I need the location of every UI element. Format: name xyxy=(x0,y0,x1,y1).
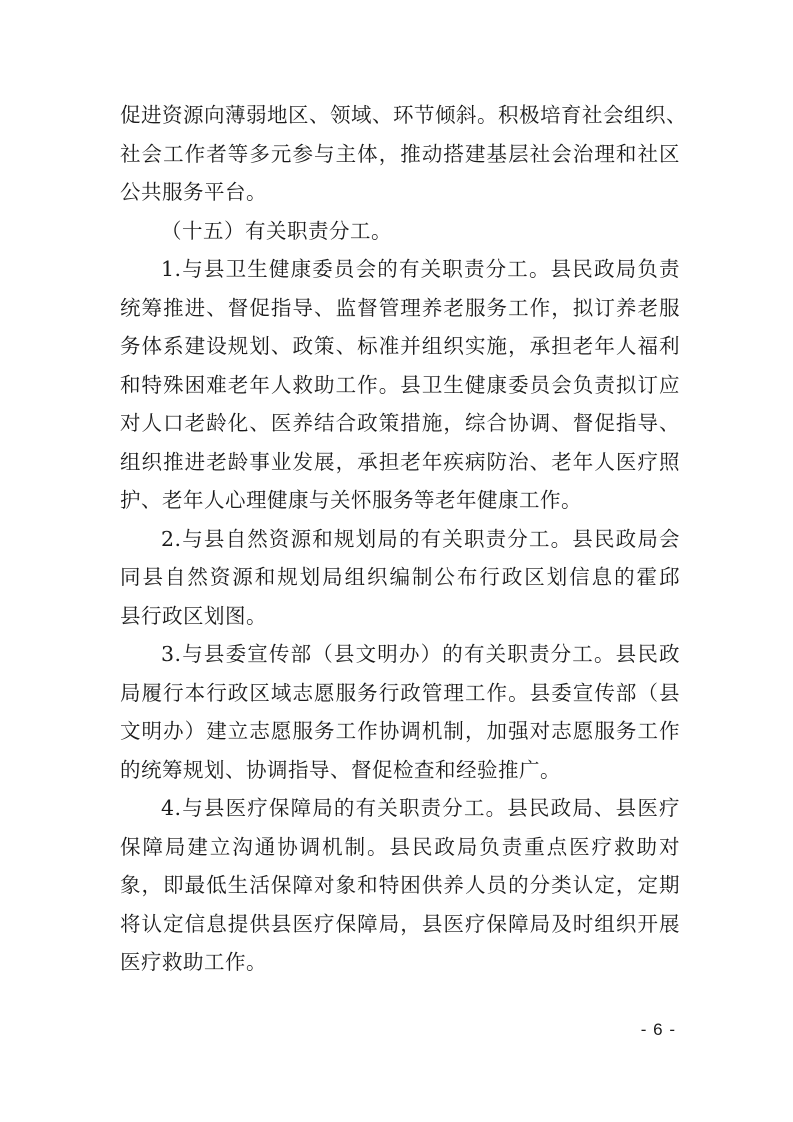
text-line: 县行政区划图。 xyxy=(120,603,267,628)
text-line: 局履行本行政区域志愿服务行政管理工作。县委宣传部（县 xyxy=(120,680,680,705)
text-line: 统筹推进、督促指导、监督管理养老服务工作，拟订养老服 xyxy=(120,295,680,320)
text-line: 务体系建设规划、政策、标准并组织实施，承担老年人福利 xyxy=(120,334,680,358)
paragraph-continuation xyxy=(120,96,687,212)
text-line: 和特殊困难老年人救助工作。县卫生健康委员会负责拟订应 xyxy=(120,372,680,397)
text-line: 护、老年人心理健康与关怀服务等老年健康工作。 xyxy=(120,488,582,512)
text-line: （十五）有关职责分工。 xyxy=(161,218,392,243)
section-heading xyxy=(120,212,680,251)
paragraph-item-4 xyxy=(120,789,680,982)
text-line: 3.与县委宣传部（县文明办）的有关职责分工。县民政 xyxy=(161,642,680,666)
text-line: 促进资源向薄弱地区、领域、环节倾斜。积极培育社会组织、 xyxy=(120,103,687,127)
text-line: 4.与县医疗保障局的有关职责分工。县民政局、县医疗 xyxy=(161,796,680,820)
text-line: 保障局建立沟通协调机制。县民政局负责重点医疗救助对 xyxy=(120,834,680,859)
text-line: 同县自然资源和规划局组织编制公布行政区划信息的霍邱 xyxy=(120,565,680,589)
text-line: 1.与县卫生健康委员会的有关职责分工。县民政局负责 xyxy=(161,257,680,281)
text-line: 2.与县自然资源和规划局的有关职责分工。县民政局会 xyxy=(161,526,680,551)
document-body xyxy=(120,96,687,982)
paragraph-item-1 xyxy=(120,250,680,520)
text-line: 的统筹规划、协调指导、督促检查和经验推广。 xyxy=(120,757,561,782)
text-line: 医疗救助工作。 xyxy=(120,950,267,974)
text-line: 将认定信息提供县医疗保障局，县医疗保障局及时组织开展 xyxy=(120,911,680,936)
text-line: 组织推进老龄事业发展，承担老年疾病防治、老年人医疗照 xyxy=(120,449,680,474)
paragraph-item-2 xyxy=(120,520,680,636)
text-line: 社会工作者等多元参与主体，推动搭建基层社会治理和社区 xyxy=(120,141,680,166)
text-line: 文明办）建立志愿服务工作协调机制，加强对志愿服务工作 xyxy=(120,719,680,743)
text-line: 象，即最低生活保障对象和特困供养人员的分类认定，定期 xyxy=(120,873,680,897)
text-line: 对人口老龄化、医养结合政策措施，综合协调、督促指导、 xyxy=(120,411,680,435)
paragraph-item-3 xyxy=(120,635,680,789)
page-number: - 6 - xyxy=(640,1020,676,1039)
text-line: 公共服务平台。 xyxy=(120,180,267,204)
